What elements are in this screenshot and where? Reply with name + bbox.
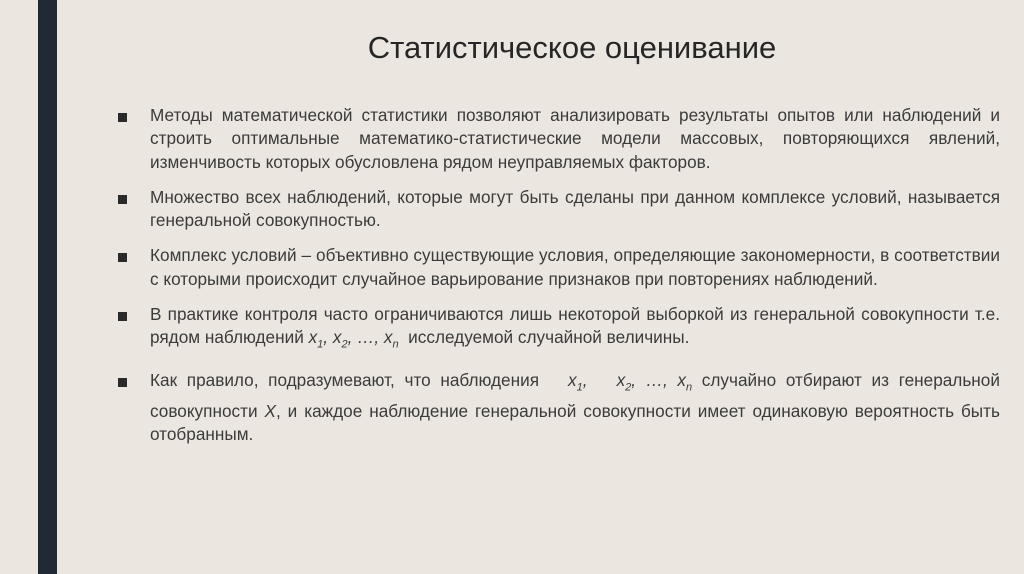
square-bullet-icon [118, 113, 127, 122]
bullet-text: Множество всех наблюдений, которые могут быть сделаны при данном комплексе условий, называется генеральной совокупностью. [150, 186, 1000, 231]
bullet-item [118, 186, 1000, 233]
sample-sequence: $x_1$, $x_2$, …, $x_n$ [568, 370, 693, 394]
slide-title: Статистическое оценивание [367, 30, 777, 65]
bullet-text: случайно отбирают из генеральной совокупности [150, 370, 1000, 421]
bullet-list [118, 104, 1000, 458]
sample-sequence: $x_1$, $x_2$, …, $x_n$ [308, 327, 399, 351]
square-bullet-icon [118, 312, 127, 321]
bullet-item [118, 104, 1000, 174]
bullet-text: В практике контроля часто ограничиваются лишь некоторой выборкой из генеральной совокупности т.е. рядом наблюдений [150, 304, 1000, 348]
bullet-text: Как правило, подразумевают, что наблюдения [150, 370, 549, 391]
bullet-text: Комплекс условий – объективно существующие условия, определяющие закономерности, в соответствии с которыми происходит случайное варьирование признаков при повторениях наблюдений. [150, 245, 1000, 289]
bullet-item [118, 369, 1000, 446]
bullet-item [118, 303, 1000, 357]
bullet-text: , и каждое наблюдение генеральной совокупности имеет одинаковую вероятность быть отобранным. [150, 400, 1000, 445]
square-bullet-icon [118, 195, 127, 204]
bullet-item [118, 244, 1000, 291]
bullet-text: Методы математической статистики позволяют анализировать результаты опытов или наблюдений и строить оптимальные математико-статистические модели массовых, повторяющихся явлений, изменчивость которых обусловлена рядом неуправляемых факторов. [150, 105, 1000, 172]
accent-sidebar-bar [38, 0, 57, 574]
population-variable: X [264, 400, 276, 421]
square-bullet-icon [118, 378, 127, 387]
bullet-text: исследуемой случайной величины. [408, 327, 690, 348]
square-bullet-icon [118, 253, 127, 262]
